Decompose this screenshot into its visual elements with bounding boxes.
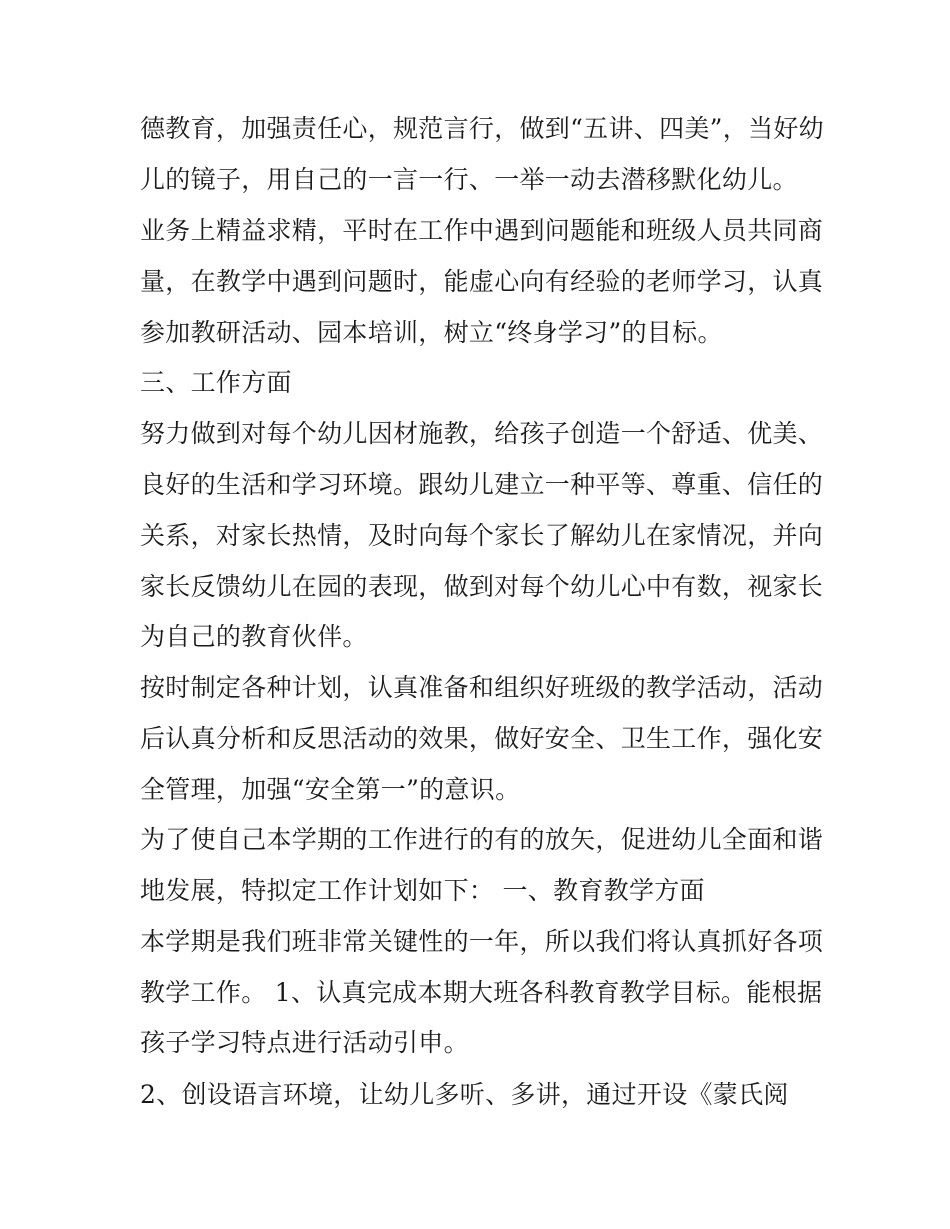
text-line: 孩子学习特点进行活动引申。: [140, 1028, 469, 1057]
text-line: 量，在教学中遇到问题时，能虚心向有经验的老师学习，认真: [140, 267, 824, 296]
text-line: 2、创设语言环境，让幼儿多听、多讲，通过开设《蒙氏阅: [140, 1080, 789, 1109]
text-line: 按时制定各种计划，认真准备和组织好班级的教学活动，活动: [140, 673, 824, 702]
text-line: 家长反馈幼儿在园的表现，做到对每个幼儿心中有数，视家长: [140, 572, 824, 601]
text-line: 教学工作。 1、认真完成本期大班各科教育教学目标。能根据: [140, 978, 823, 1007]
text-line: 良好的生活和学习环境。跟幼儿建立一种平等、尊重、信任的: [140, 470, 824, 499]
text-line: 本学期是我们班非常关键性的一年，所以我们将认真抓好各项: [140, 927, 824, 956]
text-line: 关系，对家长热情，及时向每个家长了解幼儿在家情况，并向: [140, 521, 824, 550]
text-line: 努力做到对每个幼儿因材施教，给孩子创造一个舒适、优美、: [140, 419, 824, 448]
text-line: 参加教研活动、园本培训，树立“终身学习”的目标。: [140, 318, 723, 347]
text-line: 为了使自己本学期的工作进行的有的放矢，促进幼儿全面和谐: [140, 825, 824, 854]
section-heading: 三、工作方面: [140, 368, 292, 397]
text-line: 地发展，特拟定工作计划如下： 一、教育教学方面: [140, 876, 705, 905]
text-line: 为自己的教育伙伴。: [140, 622, 368, 651]
text-line: 德教育，加强责任心，规范言行，做到“五讲、四美”，当好幼: [140, 114, 824, 143]
text-line: 后认真分析和反思活动的效果，做好安全、卫生工作，强化安: [140, 724, 824, 753]
text-line: 儿的镜子，用自己的一言一行、一举一动去潜移默化幼儿。: [140, 165, 798, 194]
text-line: 业务上精益求精，平时在工作中遇到问题能和班级人员共同商: [140, 216, 824, 245]
text-line: 全管理，加强“安全第一”的意识。: [140, 775, 521, 804]
